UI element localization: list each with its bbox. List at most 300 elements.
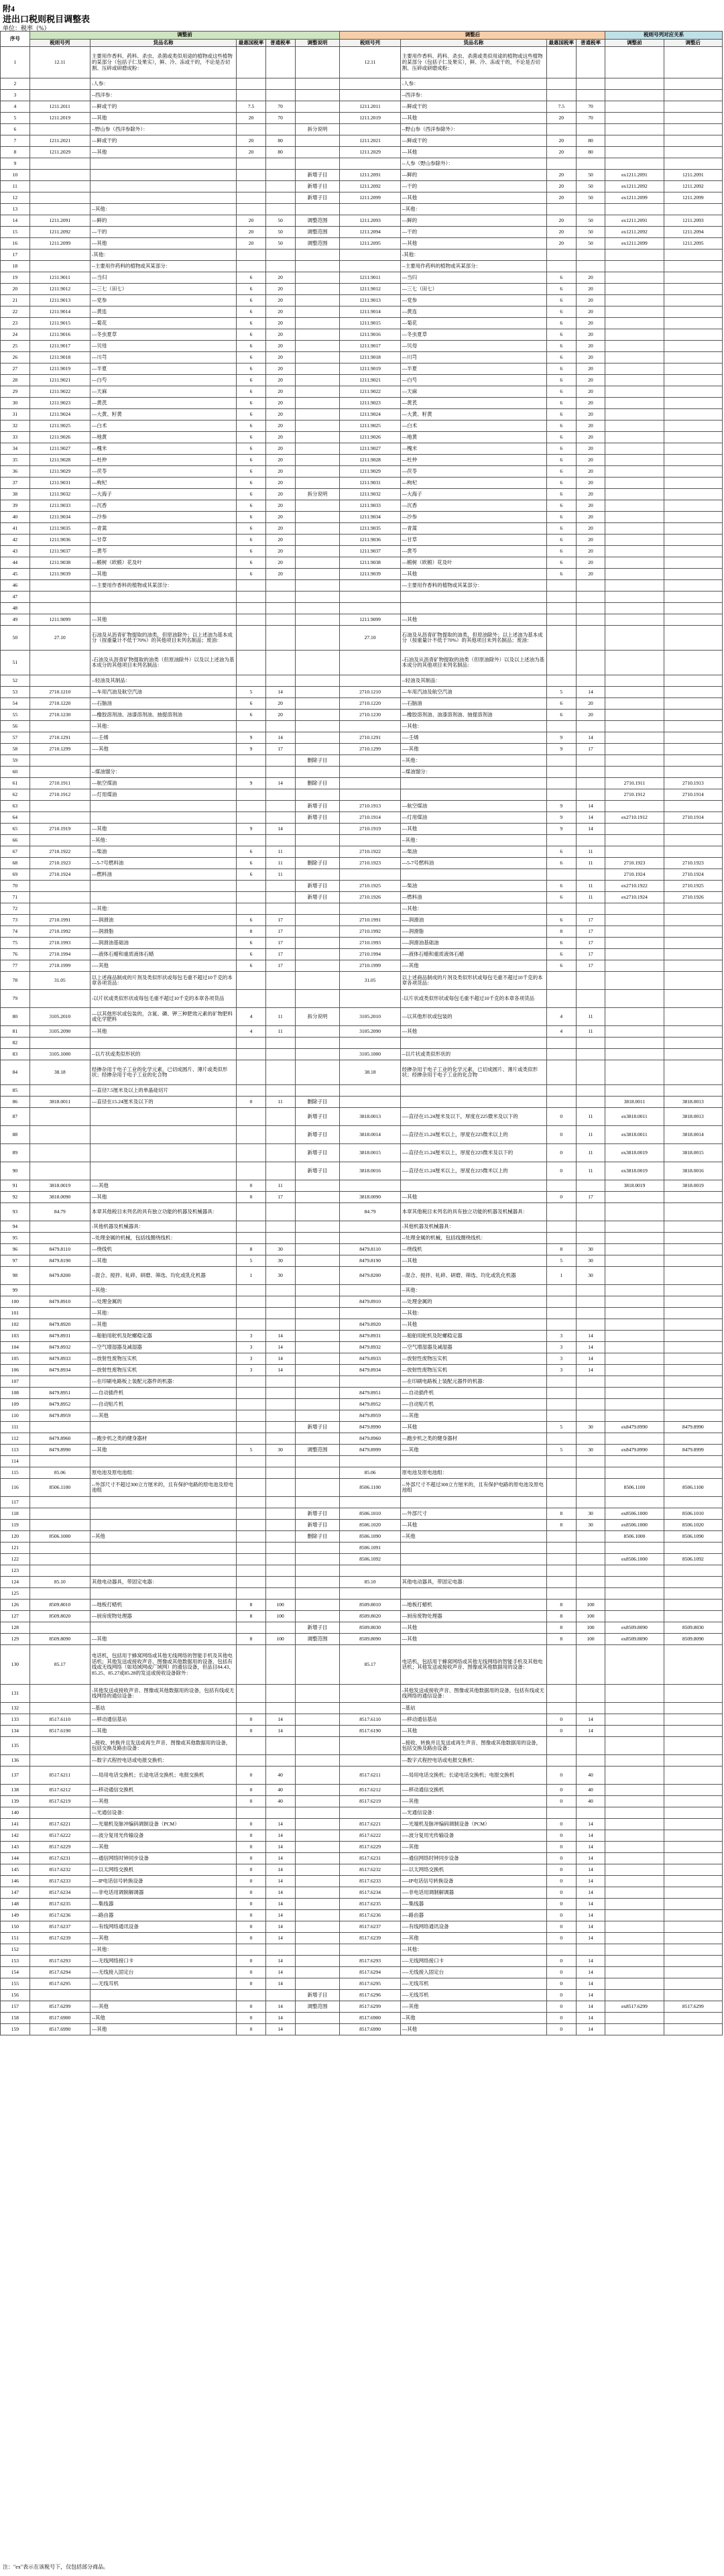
table-cell bbox=[605, 1221, 664, 1233]
table-cell: 20 bbox=[265, 386, 295, 398]
table-cell bbox=[546, 261, 576, 272]
table-cell: 104 bbox=[1, 1342, 30, 1353]
table-cell bbox=[664, 1876, 722, 1887]
table-cell: 14 bbox=[576, 1967, 605, 1978]
table-cell bbox=[295, 1967, 340, 1978]
table-cell bbox=[265, 1203, 295, 1221]
table-cell: 20 bbox=[576, 375, 605, 386]
table-cell bbox=[237, 1308, 266, 1319]
table-cell: 8517.6234 bbox=[340, 1887, 400, 1899]
table-cell bbox=[664, 1944, 722, 1956]
table-cell bbox=[664, 603, 722, 614]
table-cell bbox=[237, 1126, 266, 1144]
table-cell: 14 bbox=[576, 1331, 605, 1342]
table-cell bbox=[664, 135, 722, 147]
table-cell: 0 bbox=[546, 1853, 576, 1864]
table-cell bbox=[546, 1221, 576, 1233]
table-cell bbox=[664, 78, 722, 90]
table-cell: 8506.1100 bbox=[340, 1479, 400, 1497]
table-row bbox=[1, 1785, 723, 1796]
table-cell: 64 bbox=[1, 812, 30, 824]
table-row bbox=[1, 1445, 723, 1456]
table-cell bbox=[237, 1410, 266, 1422]
table-cell: 20 bbox=[237, 215, 266, 227]
table-cell bbox=[605, 926, 664, 938]
table-cell: ---直径7.5厘米及以上的单晶硅切片 bbox=[90, 1085, 236, 1097]
table-cell: --轻油及其制品： bbox=[90, 675, 236, 687]
table-cell: 41 bbox=[1, 523, 30, 535]
table-row bbox=[1, 1899, 723, 1910]
table-cell: 146 bbox=[1, 1876, 30, 1887]
table-cell bbox=[237, 651, 266, 675]
table-cell: 8 bbox=[546, 1634, 576, 1645]
table-cell: 20 bbox=[576, 466, 605, 478]
table-cell bbox=[664, 1244, 722, 1255]
table-cell: 20 bbox=[265, 341, 295, 352]
table-cell bbox=[29, 1622, 90, 1634]
table-cell bbox=[605, 1796, 664, 1807]
table-cell: 8506.1010 bbox=[340, 1508, 400, 1520]
table-cell bbox=[605, 295, 664, 306]
table-cell: 20 bbox=[576, 432, 605, 443]
table-cell bbox=[295, 1910, 340, 1921]
table-cell: 3105.2090 bbox=[340, 1026, 400, 1038]
table-cell: ----其他 bbox=[90, 1842, 236, 1853]
table-cell: 2710.1919 bbox=[29, 824, 90, 835]
table-cell: 6 bbox=[237, 398, 266, 409]
table-cell: 11 bbox=[576, 1008, 605, 1026]
table-cell: 20 bbox=[576, 443, 605, 455]
table-cell: 8479.8190 bbox=[29, 1255, 90, 1267]
table-cell bbox=[576, 1456, 605, 1467]
table-cell: 0 bbox=[237, 1864, 266, 1876]
table-cell: 1211.9021 bbox=[29, 375, 90, 386]
table-cell: 14 bbox=[265, 1899, 295, 1910]
table-cell bbox=[295, 1565, 340, 1577]
table-cell bbox=[265, 1588, 295, 1600]
table-cell: 电话机，包括用于蜂窝网络或其他无线网络的智能手机及其他电话机；其他发送或接收声音、图像或其他数据用的设备： bbox=[400, 1645, 546, 1685]
table-cell: 81 bbox=[1, 1026, 30, 1038]
table-cell: 8517.6219 bbox=[29, 1796, 90, 1807]
table-cell: 6 bbox=[237, 698, 266, 710]
table-cell: ---主要用作香料的植物或其某部分： bbox=[90, 580, 236, 592]
table-cell bbox=[605, 455, 664, 466]
table-cell bbox=[29, 721, 90, 732]
table-cell: 17 bbox=[576, 960, 605, 972]
table-cell: 6 bbox=[237, 284, 266, 295]
table-cell bbox=[90, 1508, 236, 1520]
table-cell: ex1211.2091 bbox=[605, 170, 664, 181]
table-cell: 20 bbox=[546, 181, 576, 192]
table-cell bbox=[265, 1990, 295, 2001]
table-cell bbox=[237, 580, 266, 592]
table-cell bbox=[340, 1456, 400, 1467]
table-cell bbox=[664, 306, 722, 318]
table-cell: 45 bbox=[1, 569, 30, 580]
table-cell: 8479.8951 bbox=[340, 1388, 400, 1399]
table-cell bbox=[576, 869, 605, 881]
table-cell: ---贝母 bbox=[400, 341, 546, 352]
table-cell: 20 bbox=[576, 398, 605, 409]
table-cell: 6 bbox=[237, 710, 266, 721]
table-cell: 0 bbox=[237, 1910, 266, 1921]
table-cell: ---柴油 bbox=[400, 846, 546, 858]
table-cell: 148 bbox=[1, 1899, 30, 1910]
table-cell: 5 bbox=[546, 1255, 576, 1267]
table-cell: 8479.8990 bbox=[29, 1445, 90, 1456]
table-cell: 20 bbox=[265, 409, 295, 421]
table-cell: 38.18 bbox=[29, 1060, 90, 1085]
table-cell: 40 bbox=[265, 1785, 295, 1796]
table-cell: 130 bbox=[1, 1645, 30, 1685]
table-row bbox=[1, 1978, 723, 1990]
table-cell: 8479.8110 bbox=[29, 1244, 90, 1255]
table-cell bbox=[90, 1126, 236, 1144]
table-cell: 2710.1210 bbox=[340, 687, 400, 698]
table-cell bbox=[295, 869, 340, 881]
table-row bbox=[1, 1796, 723, 1807]
table-cell: ---茯苓 bbox=[90, 466, 236, 478]
table-cell: 1211.9027 bbox=[340, 443, 400, 455]
header-cell: 最惠国税率 bbox=[546, 39, 576, 47]
table-cell bbox=[605, 363, 664, 375]
table-cell: 20 bbox=[265, 352, 295, 363]
table-cell bbox=[605, 1577, 664, 1588]
table-cell: 1211.9037 bbox=[340, 546, 400, 557]
table-cell bbox=[265, 1049, 295, 1060]
table-cell bbox=[265, 767, 295, 778]
table-row bbox=[1, 1365, 723, 1376]
table-cell: 1211.9013 bbox=[29, 295, 90, 306]
table-row bbox=[1, 78, 723, 90]
table-cell: ---其他 bbox=[90, 1192, 236, 1203]
table-cell bbox=[400, 1554, 546, 1565]
table-cell bbox=[546, 1308, 576, 1319]
table-row bbox=[1, 1162, 723, 1180]
table-cell: 1211.9038 bbox=[29, 557, 90, 569]
table-cell: 0 bbox=[546, 1714, 576, 1726]
table-cell bbox=[546, 1049, 576, 1060]
table-cell: ---三七（田七） bbox=[90, 284, 236, 295]
table-cell bbox=[576, 1554, 605, 1565]
table-cell bbox=[265, 1433, 295, 1445]
table-cell bbox=[546, 1203, 576, 1221]
table-cell bbox=[546, 1399, 576, 1410]
table-cell bbox=[340, 1285, 400, 1296]
table-cell: 6 bbox=[546, 949, 576, 960]
table-row bbox=[1, 398, 723, 409]
table-cell bbox=[237, 1162, 266, 1180]
table-cell: 2710.1911 bbox=[29, 778, 90, 789]
table-cell: 14 bbox=[1, 215, 30, 227]
table-cell bbox=[237, 1807, 266, 1819]
table-cell bbox=[237, 1755, 266, 1767]
table-cell bbox=[546, 1807, 576, 1819]
table-row bbox=[1, 1714, 723, 1726]
table-cell bbox=[664, 466, 722, 478]
table-cell bbox=[576, 1479, 605, 1497]
table-cell bbox=[664, 409, 722, 421]
table-cell bbox=[295, 1376, 340, 1388]
table-cell bbox=[605, 824, 664, 835]
table-cell bbox=[265, 801, 295, 812]
table-cell bbox=[237, 1399, 266, 1410]
table-cell: 1211.9015 bbox=[340, 318, 400, 329]
table-cell: 9 bbox=[546, 812, 576, 824]
table-cell: 17 bbox=[265, 926, 295, 938]
table-cell: 14 bbox=[576, 687, 605, 698]
table-cell: 0 bbox=[546, 1978, 576, 1990]
table-cell: 1211.9014 bbox=[340, 306, 400, 318]
table-cell: 2710.1923 bbox=[605, 858, 664, 869]
table-cell: 6 bbox=[237, 329, 266, 341]
table-cell: 新增子目 bbox=[295, 881, 340, 892]
table-cell: 1211.9035 bbox=[29, 523, 90, 535]
table-cell: 147 bbox=[1, 1887, 30, 1899]
table-cell: 1211.9028 bbox=[29, 455, 90, 466]
table-cell bbox=[576, 1737, 605, 1755]
table-cell: 123 bbox=[1, 1565, 30, 1577]
table-cell bbox=[576, 1399, 605, 1410]
table-cell bbox=[664, 1685, 722, 1703]
table-cell: 8517.6299 bbox=[29, 2001, 90, 2013]
table-cell bbox=[576, 1565, 605, 1577]
table-cell bbox=[340, 1180, 400, 1192]
table-cell bbox=[605, 1008, 664, 1026]
table-cell: 6 bbox=[546, 535, 576, 546]
table-cell: --处理金属的机械，包括线圈绕线机： bbox=[400, 1233, 546, 1244]
table-cell: ---其他 bbox=[400, 1520, 546, 1531]
table-row bbox=[1, 1399, 723, 1410]
table-cell: 20 bbox=[546, 135, 576, 147]
table-cell: 17 bbox=[576, 938, 605, 949]
table-cell bbox=[605, 386, 664, 398]
table-cell bbox=[295, 1899, 340, 1910]
table-cell: ---椴树（欧椴）花及叶 bbox=[400, 557, 546, 569]
table-cell bbox=[576, 1060, 605, 1085]
table-cell bbox=[295, 1588, 340, 1600]
table-cell: 1211.2091 bbox=[340, 170, 400, 181]
table-cell bbox=[265, 170, 295, 181]
table-cell: ex2710.1922 bbox=[605, 881, 664, 892]
table-cell: 1211.9014 bbox=[29, 306, 90, 318]
table-cell bbox=[605, 1319, 664, 1331]
table-cell bbox=[576, 651, 605, 675]
table-cell: 9 bbox=[546, 801, 576, 812]
table-cell: 17 bbox=[265, 744, 295, 755]
table-cell: 新增子目 bbox=[295, 1990, 340, 2001]
table-cell: 20 bbox=[576, 535, 605, 546]
table-row bbox=[1, 869, 723, 881]
table-cell bbox=[576, 1703, 605, 1714]
table-cell bbox=[664, 421, 722, 432]
table-cell: ---灯用煤油 bbox=[90, 789, 236, 801]
table-cell: ----无线接入固定台 bbox=[400, 1967, 546, 1978]
table-cell: 6 bbox=[546, 569, 576, 580]
table-cell: 17 bbox=[576, 949, 605, 960]
table-cell: ---其他： bbox=[90, 1308, 236, 1319]
table-cell: 2710.1912 bbox=[605, 789, 664, 801]
table-cell: 85.10 bbox=[340, 1577, 400, 1588]
table-cell: ---航空煤油 bbox=[90, 778, 236, 789]
table-row bbox=[1, 812, 723, 824]
table-row bbox=[1, 1060, 723, 1085]
table-cell: ---地黄 bbox=[90, 432, 236, 443]
table-cell: ---三七（田七） bbox=[400, 284, 546, 295]
table-cell bbox=[237, 170, 266, 181]
table-cell: 删除子目 bbox=[295, 1531, 340, 1543]
table-cell: 8517.6222 bbox=[340, 1830, 400, 1842]
table-row bbox=[1, 1990, 723, 2001]
table-cell bbox=[340, 835, 400, 846]
table-cell: 20 bbox=[576, 489, 605, 500]
table-cell: 17 bbox=[265, 949, 295, 960]
table-cell bbox=[605, 341, 664, 352]
table-cell: 8 bbox=[237, 926, 266, 938]
table-cell bbox=[295, 972, 340, 990]
table-cell: 20 bbox=[546, 192, 576, 204]
table-cell bbox=[265, 626, 295, 651]
table-cell bbox=[265, 1645, 295, 1685]
table-cell: 3105.2090 bbox=[29, 1026, 90, 1038]
table-cell: 以上述商品制成的片剂及类似形状或每包毛重不超过10千克的本章各项货品： bbox=[400, 972, 546, 990]
table-row bbox=[1, 687, 723, 698]
table-cell: 27 bbox=[1, 363, 30, 375]
table-cell bbox=[664, 47, 722, 78]
table-cell: 29 bbox=[1, 386, 30, 398]
table-cell: 20 bbox=[576, 352, 605, 363]
table-cell bbox=[237, 1531, 266, 1543]
table-cell: 61 bbox=[1, 778, 30, 789]
table-cell bbox=[265, 1144, 295, 1162]
table-cell: 8479.8934 bbox=[340, 1365, 400, 1376]
table-cell: 新增子目 bbox=[295, 1508, 340, 1520]
table-cell bbox=[546, 1376, 576, 1388]
table-cell: 6 bbox=[237, 512, 266, 523]
table-cell bbox=[295, 824, 340, 835]
table-cell bbox=[295, 603, 340, 614]
table-cell: 4 bbox=[1, 101, 30, 113]
table-cell: 3 bbox=[237, 1342, 266, 1353]
table-cell: 3818.0019 bbox=[605, 1180, 664, 1192]
table-cell: --野山参（西洋参除外）： bbox=[90, 124, 236, 135]
table-cell: ---鲜或干的 bbox=[90, 135, 236, 147]
table-cell: 30 bbox=[576, 1508, 605, 1520]
table-cell bbox=[295, 698, 340, 710]
table-cell: 8506.1020 bbox=[664, 1520, 722, 1531]
table-cell bbox=[237, 1388, 266, 1399]
table-cell bbox=[295, 903, 340, 915]
table-cell bbox=[546, 1410, 576, 1422]
table-cell: 1211.2029 bbox=[340, 147, 400, 158]
table-cell: 6 bbox=[546, 881, 576, 892]
table-cell: 1211.9011 bbox=[340, 272, 400, 284]
table-cell: ---其他 bbox=[90, 1319, 236, 1331]
table-cell bbox=[576, 1085, 605, 1097]
table-cell: 14 bbox=[576, 1990, 605, 2001]
table-row bbox=[1, 592, 723, 603]
table-cell: 3818.0019 bbox=[664, 1180, 722, 1192]
table-cell: 石油及从沥青矿物提取的油类，但原油除外；以上述油为基本成分（按重量计不低于70%）的其他项目未列名制品；废油： bbox=[400, 626, 546, 651]
table-cell: 0 bbox=[546, 2001, 576, 2013]
table-cell: 1211.9019 bbox=[29, 363, 90, 375]
table-cell bbox=[237, 626, 266, 651]
table-cell bbox=[29, 1497, 90, 1508]
table-cell bbox=[90, 1554, 236, 1565]
table-cell bbox=[29, 835, 90, 846]
table-cell bbox=[605, 972, 664, 990]
table-cell bbox=[605, 698, 664, 710]
table-cell: 133 bbox=[1, 1714, 30, 1726]
table-cell: 8517.6294 bbox=[340, 1967, 400, 1978]
table-cell bbox=[295, 569, 340, 580]
table-cell bbox=[295, 306, 340, 318]
table-cell: ---大海子 bbox=[90, 489, 236, 500]
table-cell: ---空气增湿器及减湿器 bbox=[400, 1342, 546, 1353]
table-cell: --其他 bbox=[90, 2013, 236, 2024]
table-row bbox=[1, 1497, 723, 1508]
table-cell bbox=[664, 721, 722, 732]
table-cell: ex8509.8090 bbox=[605, 1634, 664, 1645]
table-cell bbox=[664, 1767, 722, 1785]
table-cell: 2710.1914 bbox=[664, 812, 722, 824]
table-cell: 8517.6990 bbox=[340, 2024, 400, 2035]
table-cell bbox=[664, 90, 722, 101]
table-row bbox=[1, 1819, 723, 1830]
table-cell bbox=[605, 1203, 664, 1221]
table-cell: 14 bbox=[576, 812, 605, 824]
table-cell: 70 bbox=[265, 113, 295, 124]
header-cell: 税则号列 bbox=[29, 39, 90, 47]
table-cell: 30 bbox=[265, 1267, 295, 1285]
table-cell bbox=[295, 1611, 340, 1622]
table-cell: ---光通信设备： bbox=[90, 1807, 236, 1819]
table-cell bbox=[29, 1703, 90, 1714]
table-cell bbox=[295, 915, 340, 926]
table-cell: 31.05 bbox=[29, 972, 90, 990]
table-row bbox=[1, 227, 723, 238]
table-cell bbox=[664, 523, 722, 535]
table-cell: 8479.8990 bbox=[664, 1422, 722, 1433]
table-cell: 1211.2092 bbox=[340, 181, 400, 192]
table-row bbox=[1, 1108, 723, 1126]
table-cell bbox=[605, 1049, 664, 1060]
table-cell bbox=[664, 592, 722, 603]
table-cell: 17 bbox=[576, 915, 605, 926]
table-cell: ----液体石蜡和重质液体石蜡 bbox=[90, 949, 236, 960]
table-cell bbox=[664, 1565, 722, 1577]
table-cell bbox=[237, 1944, 266, 1956]
unit-note: 单位：税率（%） bbox=[3, 25, 50, 32]
table-cell: ---其他 bbox=[90, 1445, 236, 1456]
table-cell: 26 bbox=[1, 352, 30, 363]
table-row bbox=[1, 409, 723, 421]
table-cell bbox=[265, 651, 295, 675]
table-cell: 53 bbox=[1, 687, 30, 698]
table-cell: 8479.8959 bbox=[29, 1410, 90, 1422]
table-cell bbox=[605, 1388, 664, 1399]
table-cell: 7 bbox=[1, 135, 30, 147]
table-row bbox=[1, 1933, 723, 1944]
table-cell: 38.18 bbox=[340, 1060, 400, 1085]
table-cell: 58 bbox=[1, 744, 30, 755]
table-cell bbox=[340, 1755, 400, 1767]
table-cell: 0 bbox=[237, 2001, 266, 2013]
table-cell: ----局用电话交换机；长途电话交换机；电报交换机 bbox=[90, 1767, 236, 1785]
table-cell: 11 bbox=[576, 1126, 605, 1144]
table-cell: 14 bbox=[576, 1899, 605, 1910]
table-cell: 105 bbox=[1, 1353, 30, 1365]
